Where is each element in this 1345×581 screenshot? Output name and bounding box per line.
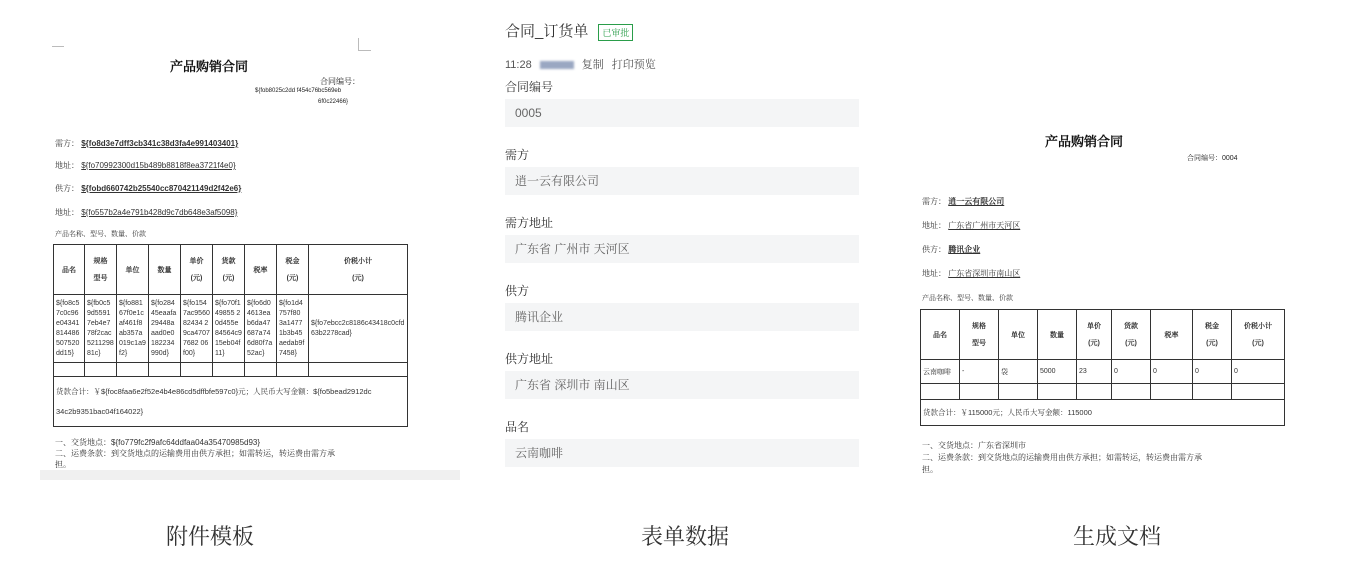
table-cell: 云南咖啡 xyxy=(921,360,960,384)
generated-panel xyxy=(905,0,1305,480)
total-line: 货款合计：￥115000元；人民币大写金额：115000 xyxy=(921,400,1285,426)
th-price: 单价 (元) xyxy=(181,245,213,295)
template-table xyxy=(53,244,408,427)
total-row xyxy=(921,400,1285,426)
table-row xyxy=(921,360,1285,384)
table-cell: ${fo88167f0e1caf461f8ab357a019c1a9f2} xyxy=(117,295,149,363)
th-qty: 数量 xyxy=(149,245,181,295)
table-row xyxy=(54,363,408,377)
caption-generated: 生成文档 xyxy=(1072,524,1161,549)
th-tax: 税金 (元) xyxy=(1193,310,1232,360)
seller-address-field[interactable]: 广东省 深圳市 南山区 xyxy=(505,371,859,399)
table-cell: 0 xyxy=(1151,360,1193,384)
table-cell: ${fb0c59d55917eb4e778f2cac521129881c} xyxy=(85,295,117,363)
seller-value: 腾讯企业 xyxy=(948,245,981,254)
buyer-address-line xyxy=(55,160,236,171)
form-header xyxy=(505,20,633,41)
table-cell: 袋 xyxy=(999,360,1038,384)
table-cell: ${fo8c57c0c96e04341814486507520dd15} xyxy=(54,295,85,363)
seller-field[interactable]: 腾讯企业 xyxy=(505,303,859,331)
submit-time: 11:28 xyxy=(505,59,532,71)
seller-address-line xyxy=(922,268,1020,279)
th-taxrate: 税率 xyxy=(245,245,277,295)
table-cell: ${fo7ebcc2c8186c43418c0cfd63b2278cad} xyxy=(309,295,408,363)
seller-value: ${fobd660742b25540cc870421149d2f42e6} xyxy=(81,184,242,193)
buyer-value: 逍一云有限公司 xyxy=(948,197,1005,206)
caption-form: 表单数据 xyxy=(640,524,729,549)
clause-3: 担。 xyxy=(55,460,71,469)
doc-title: 产品购销合同 xyxy=(170,59,249,74)
total-line: 货款合计：￥${foc8faa6e2f52e4b4e86cd5dffbfe597c0}元；人民币大写金额：${fo5bead2912dc xyxy=(56,386,372,396)
buyer-address-line xyxy=(922,220,1020,231)
th-amount: 货款 (元) xyxy=(1112,310,1151,360)
product-name-field[interactable]: 云南咖啡 xyxy=(505,439,859,467)
generated-table xyxy=(920,309,1285,426)
table-row xyxy=(54,295,408,363)
th-name: 品名 xyxy=(921,310,960,360)
th-tax: 税金 (元) xyxy=(277,245,309,295)
doc-title: 产品购销合同 xyxy=(1045,134,1124,149)
buyer-line xyxy=(55,138,238,149)
clause-1: 一、交货地点：广东省深圳市 xyxy=(922,441,1026,450)
th-spec: 规格 型号 xyxy=(85,245,117,295)
buyer-field[interactable]: 逍一云有限公司 xyxy=(505,167,859,195)
clause-3: 担。 xyxy=(922,465,938,474)
field-label: 供方 xyxy=(505,284,530,298)
table-cell: 0 xyxy=(1112,360,1151,384)
caption-template: 附件模板 xyxy=(165,524,254,549)
field-label: 合同编号 xyxy=(505,80,554,94)
th-spec: 规格 型号 xyxy=(960,310,999,360)
table-row xyxy=(921,384,1285,400)
total-cell xyxy=(54,377,408,427)
form-meta xyxy=(505,56,664,72)
margin-mark xyxy=(358,38,371,51)
address-value: ${fo70992300d15b489b8818f8ea3721f4e0} xyxy=(81,161,236,170)
table-cell: ${fo1547ac956082434 29ca47077682 06f00} xyxy=(181,295,213,363)
form-panel xyxy=(500,0,880,480)
address-value: 广东省深圳市南山区 xyxy=(948,269,1021,278)
template-panel xyxy=(40,0,460,480)
status-badge: 已审批 xyxy=(598,24,633,41)
table-cell: ${fo1d4757f80 3a1477 1b3b45aedab9f7458} xyxy=(277,295,309,363)
page-edge xyxy=(40,470,460,480)
clause-1: 一、交货地点：${fo779fc2f9afc64ddfaa04a35470985d93} xyxy=(55,438,261,447)
buyer-value: ${fo8d3e7dff3cb341c38d3fa4e991403401} xyxy=(81,139,239,148)
address-label: 地址： xyxy=(922,269,946,278)
th-qty: 数量 xyxy=(1038,310,1077,360)
field-label: 供方地址 xyxy=(505,352,554,366)
buyer-label: 需方： xyxy=(55,139,79,148)
th-name: 品名 xyxy=(54,245,85,295)
seller-label: 供方： xyxy=(922,245,946,254)
table-cell: - xyxy=(960,360,999,384)
table-cell: ${fo28445eaafa29448aaad0e0182234990d} xyxy=(149,295,181,363)
submitter-name-blurred xyxy=(540,61,574,69)
product-line: 产品名称、型号、数量、价款 xyxy=(55,231,146,238)
buyer-address-field[interactable]: 广东省 广州市 天河区 xyxy=(505,235,859,263)
clause-2: 二、运费条款：到交货地点的运输费用由供方承担；如需转运，转运费由需方承 xyxy=(55,449,335,458)
th-subtotal: 价税小计 (元) xyxy=(309,245,408,295)
table-cell: ${fo70f149855 20d455e84564c915eb04f11} xyxy=(213,295,245,363)
field-label: 需方 xyxy=(505,148,530,162)
address-value: 广东省广州市天河区 xyxy=(948,221,1021,230)
address-label: 地址： xyxy=(922,221,946,230)
contract-no: 合同编号：0004 xyxy=(1187,155,1238,162)
field-label: 需方地址 xyxy=(505,216,554,230)
seller-label: 供方： xyxy=(55,184,79,193)
th-price: 单价 (元) xyxy=(1077,310,1112,360)
th-unit: 单位 xyxy=(117,245,149,295)
field-label: 品名 xyxy=(505,420,530,434)
address-value: ${fo557b2a4e791b428d9c7db648e3af5098} xyxy=(81,208,238,217)
contract-no-value: ${fob8025c2dd f454c76bc569eb xyxy=(255,88,342,94)
th-amount: 货款 (元) xyxy=(213,245,245,295)
contract-no-label: 合同编号： xyxy=(320,77,360,86)
margin-mark xyxy=(52,38,64,47)
contract-no-value: 6f0c22466} xyxy=(318,99,349,105)
contract-no-field[interactable]: 0005 xyxy=(505,99,859,127)
copy-link[interactable]: 复制 xyxy=(581,59,604,71)
address-label: 地址： xyxy=(55,208,79,217)
th-unit: 单位 xyxy=(999,310,1038,360)
form-title: 合同_订货单 xyxy=(505,23,589,40)
total-line: 34c2b9351bac04f164022} xyxy=(56,406,144,416)
address-label: 地址： xyxy=(55,161,79,170)
print-preview-link[interactable]: 打印预览 xyxy=(611,59,656,71)
product-line: 产品名称、型号、数量、价款 xyxy=(922,295,1013,302)
seller-line xyxy=(55,183,241,194)
th-taxrate: 税率 xyxy=(1151,310,1193,360)
table-cell: 0 xyxy=(1232,360,1285,384)
clause-2: 二、运费条款：到交货地点的运输费用由供方承担；如需转运，转运费由需方承 xyxy=(922,453,1202,462)
buyer-label: 需方： xyxy=(922,197,946,206)
table-cell: ${fo6d04613eab6da47687a74 6d80f7a52ac} xyxy=(245,295,277,363)
table-cell: 0 xyxy=(1193,360,1232,384)
seller-address-line xyxy=(55,207,237,218)
buyer-line xyxy=(922,196,1004,207)
th-subtotal: 价税小计 (元) xyxy=(1232,310,1285,360)
total-row xyxy=(54,377,408,427)
table-cell: 5000 xyxy=(1038,360,1077,384)
table-cell: 23 xyxy=(1077,360,1112,384)
seller-line xyxy=(922,244,980,255)
